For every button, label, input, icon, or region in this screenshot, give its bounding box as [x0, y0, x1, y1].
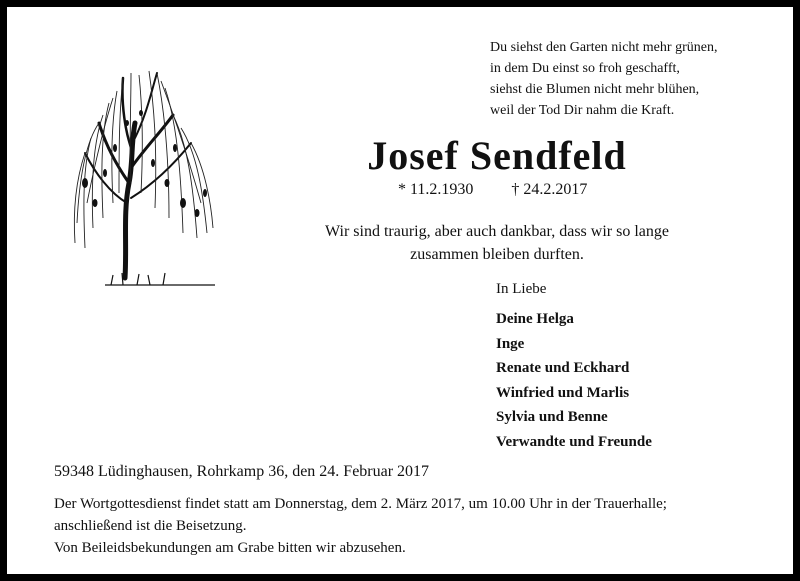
birth-date: * 11.2.1930: [398, 181, 474, 198]
in-love-label: In Liebe: [496, 281, 547, 297]
mourner: Renate und Eckhard: [496, 360, 630, 376]
mourner: Sylvia und Benne: [496, 409, 608, 425]
poem-line: siehst die Blumen nicht mehr blühen,: [490, 82, 700, 97]
place-and-date: 59348 Lüdinghausen, Rohrkamp 36, den 24. Februar 2017: [54, 463, 430, 480]
service-line: anschließend ist die Beisetzung.: [54, 518, 247, 534]
motto-line: Wir sind traurig, aber auch dankbar, dass wir so lange: [325, 223, 669, 240]
deceased-name: Josef Sendfeld: [367, 133, 627, 178]
weeping-willow-icon: [65, 53, 225, 303]
motto-line: zusammen bleiben durften.: [410, 246, 584, 263]
service-line: Von Beileidsbekundungen am Grabe bitten wir abzusehen.: [54, 540, 406, 556]
poem-line: Du siehst den Garten nicht mehr grünen,: [490, 40, 718, 55]
poem-line: weil der Tod Dir nahm die Kraft.: [490, 103, 675, 118]
mourners-list: [496, 307, 652, 454]
mourner: Verwandte und Freunde: [496, 433, 652, 450]
mourner: Deine Helga: [496, 311, 574, 327]
mourner: Winfried und Marlis: [496, 384, 630, 401]
motto: [292, 220, 702, 266]
life-dates: [398, 181, 587, 199]
poem: [490, 37, 717, 121]
poem-line: in dem Du einst so froh geschafft,: [490, 61, 680, 76]
mourner: Inge: [496, 335, 525, 352]
death-date: † 24.2.2017: [511, 181, 588, 198]
service-info: [54, 493, 774, 559]
service-line: Der Wortgottesdienst findet statt am Donnerstag, dem 2. März 2017, um 10.00 Uhr in der Trauerhalle;: [54, 496, 667, 512]
